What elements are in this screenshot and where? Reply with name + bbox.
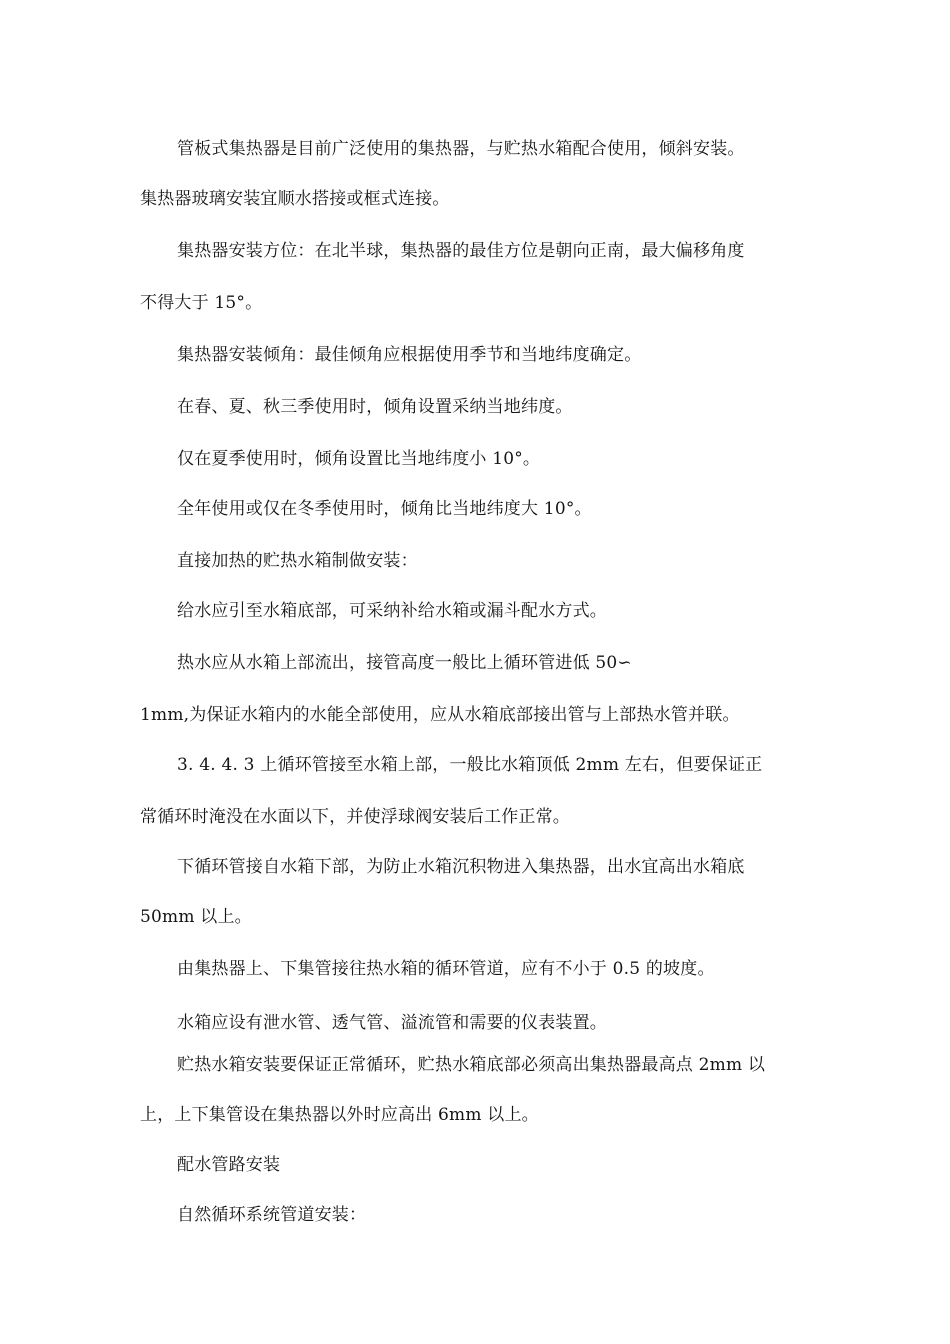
paragraph-line: 仅在夏季使用时，倾角设置比当地纬度小 10°。: [177, 449, 541, 469]
paragraph-line: 全年使用或仅在冬季使用时，倾角比当地纬度大 10°。: [177, 499, 592, 519]
paragraph-line: 集热器玻璃安装宜顺水搭接或框式连接。: [140, 189, 450, 209]
paragraph-line: 热水应从水箱上部流出，接管高度一般比上循环管进低 50∽: [177, 653, 632, 673]
paragraph-line: 贮热水箱安装要保证正常循环，贮热水箱底部必须高出集热器最高点 2mm 以: [177, 1055, 766, 1075]
paragraph-line: 下循环管接自水箱下部，为防止水箱沉积物进入集热器，出水宜高出水箱底: [177, 857, 745, 877]
paragraph-line: 直接加热的贮热水箱制做安装：: [177, 551, 418, 571]
paragraph-line: 50mm 以上。: [140, 907, 252, 927]
paragraph-line: 上，上下集管设在集热器以外时应高出 6mm 以上。: [140, 1105, 539, 1125]
paragraph-line: 管板式集热器是目前广泛使用的集热器，与贮热水箱配合使用，倾斜安装。: [177, 139, 745, 159]
paragraph-line: 自然循环系统管道安装：: [177, 1205, 367, 1225]
paragraph-line: 由集热器上、下集管接往热水箱的循环管道，应有不小于 0.5 的坡度。: [177, 959, 715, 979]
paragraph-line: 集热器安装方位：在北半球，集热器的最佳方位是朝向正南，最大偏移角度: [177, 241, 745, 261]
paragraph-line: 不得大于 15°。: [140, 293, 263, 313]
paragraph-line: 给水应引至水箱底部，可采纳补给水箱或漏斗配水方式。: [177, 601, 607, 621]
paragraph-line: 常循环时淹没在水面以下，并使浮球阀安装后工作正常。: [140, 807, 570, 827]
paragraph-line: 集热器安装倾角：最佳倾角应根据使用季节和当地纬度确定。: [177, 345, 642, 365]
paragraph-line: 1mm,为保证水箱内的水能全部使用，应从水箱底部接出管与上部热水管并联。: [140, 705, 740, 725]
paragraph-line: 配水管路安装: [177, 1155, 281, 1175]
paragraph-line: 水箱应设有泄水管、透气管、溢流管和需要的仪表装置。: [177, 1013, 607, 1033]
paragraph-line: 在春、夏、秋三季使用时，倾角设置采纳当地纬度。: [177, 397, 573, 417]
paragraph-line: 3. 4. 4. 3 上循环管接至水箱上部，一般比水箱顶低 2mm 左右，但要保证正: [177, 755, 763, 775]
